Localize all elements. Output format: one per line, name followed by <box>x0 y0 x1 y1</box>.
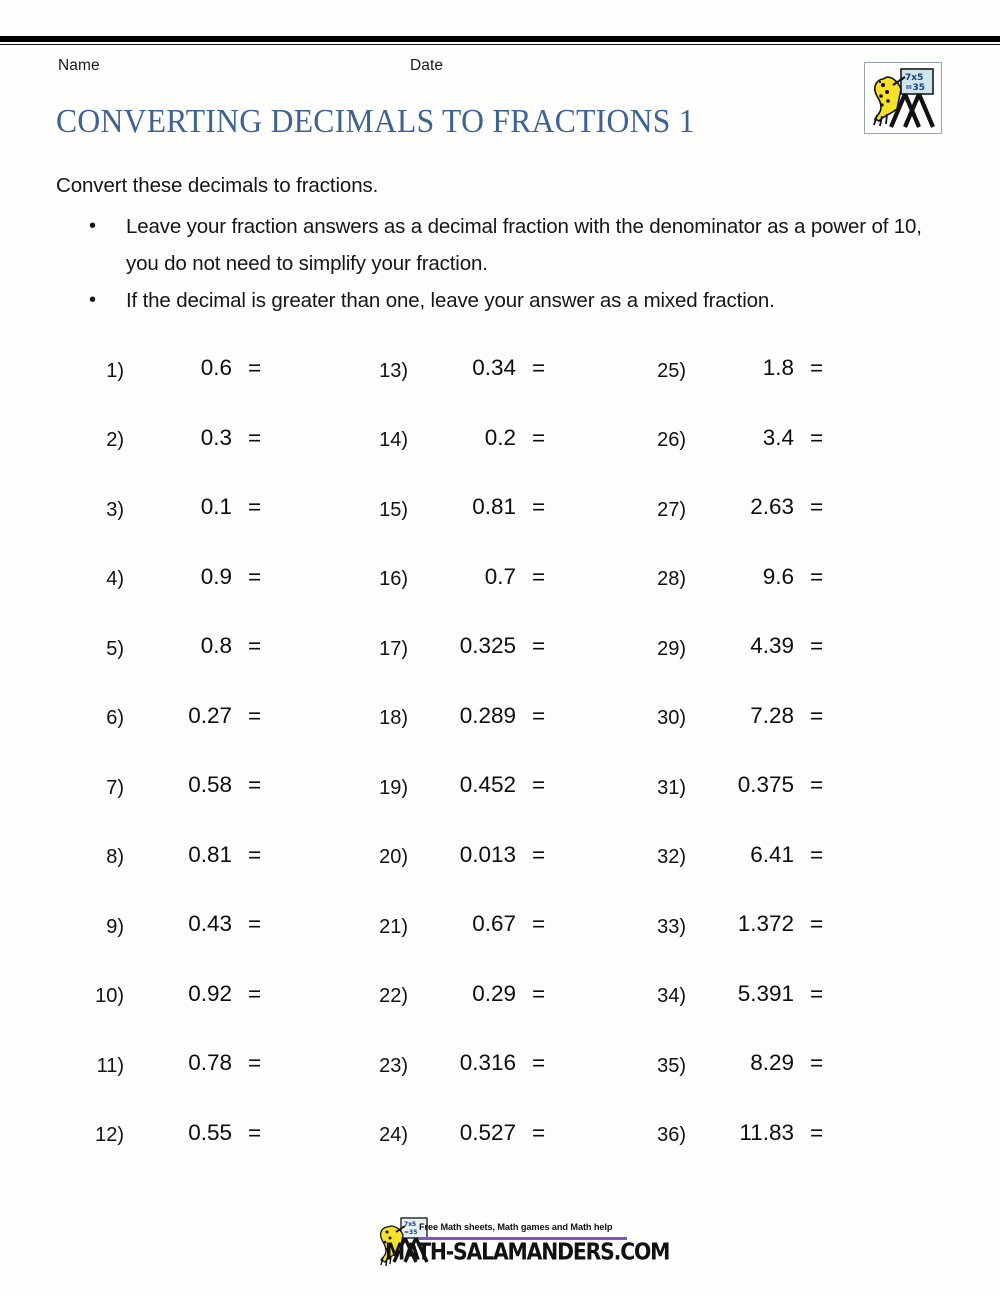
svg-text:7x5: 7x5 <box>905 73 924 83</box>
problem-value: 8.29 <box>750 1050 794 1075</box>
problem-number: 8) <box>106 846 124 868</box>
equals-sign: = <box>532 702 546 728</box>
problem-item <box>66 835 310 875</box>
equals-sign: = <box>248 424 262 450</box>
name-label: Name <box>58 57 100 74</box>
problem-item <box>66 626 310 666</box>
math-salamanders-logo-icon <box>864 62 942 134</box>
bullet-icon: • <box>89 289 96 311</box>
problem-number: 18) <box>379 707 408 729</box>
problem-value: 0.8 <box>200 633 232 658</box>
problem-value: 1.8 <box>762 355 794 380</box>
instructions <box>56 172 956 319</box>
problem-value: 0.81 <box>188 841 232 867</box>
problem-value: 0.58 <box>188 772 232 797</box>
footer-tagline: Free Math sheets, Math games and Math help <box>419 1222 613 1232</box>
instruction-item <box>56 282 956 319</box>
problem-number: 30) <box>657 707 686 729</box>
problem-number: 32) <box>657 846 686 868</box>
problem-item <box>628 348 872 388</box>
problem-item <box>628 974 872 1014</box>
problem-item <box>628 696 872 736</box>
problem-item <box>350 696 594 736</box>
problem-value: 6.41 <box>750 841 794 867</box>
header-divider-thick <box>0 36 1000 42</box>
problem-item <box>66 696 310 736</box>
equals-sign: = <box>532 355 546 380</box>
problem-number: 21) <box>379 915 408 938</box>
equals-sign: = <box>248 1119 262 1145</box>
problem-row <box>0 348 1000 418</box>
problem-item <box>66 557 310 597</box>
problem-number: 2) <box>106 429 124 451</box>
equals-sign: = <box>532 424 546 450</box>
problem-value: 1.372 <box>737 911 794 936</box>
problem-value: 0.92 <box>188 980 232 1006</box>
problem-item <box>66 1043 310 1083</box>
problem-number: 1) <box>106 359 124 382</box>
page-title: CONVERTING DECIMALS TO FRACTIONS 1 <box>56 103 695 140</box>
problem-item <box>628 1043 872 1083</box>
problem-item <box>66 765 310 805</box>
problem-row <box>0 487 1000 557</box>
equals-sign: = <box>248 841 262 867</box>
problem-value: 0.527 <box>459 1119 516 1145</box>
problem-number: 16) <box>379 568 408 590</box>
problem-value: 0.316 <box>459 1050 516 1075</box>
problem-item <box>66 904 310 944</box>
problem-row <box>0 626 1000 696</box>
problem-value: 5.391 <box>737 980 794 1006</box>
problem-value: 0.55 <box>188 1119 232 1145</box>
problem-value: 0.43 <box>188 911 232 936</box>
equals-sign: = <box>532 633 546 658</box>
problem-value: 0.325 <box>459 633 516 658</box>
problem-number: 23) <box>379 1054 408 1077</box>
equals-sign: = <box>532 841 546 867</box>
problem-row <box>0 765 1000 835</box>
problem-value: 0.34 <box>472 355 516 380</box>
problem-number: 36) <box>657 1124 686 1146</box>
equals-sign: = <box>810 1119 824 1145</box>
problem-grid <box>0 348 1000 1182</box>
equals-sign: = <box>810 1050 824 1075</box>
problem-item <box>350 1043 594 1083</box>
problem-value: 0.3 <box>200 424 232 450</box>
problem-number: 35) <box>657 1054 686 1077</box>
problem-row <box>0 418 1000 488</box>
equals-sign: = <box>248 563 262 589</box>
problem-item <box>350 487 594 527</box>
header-divider-thin <box>0 44 1000 45</box>
problem-row <box>0 835 1000 905</box>
equals-sign: = <box>532 1119 546 1145</box>
equals-sign: = <box>248 980 262 1006</box>
problem-value: 0.2 <box>484 424 516 450</box>
problem-number: 24) <box>379 1124 408 1146</box>
problem-item <box>628 1113 872 1153</box>
equals-sign: = <box>248 772 262 797</box>
equals-sign: = <box>810 980 824 1006</box>
problem-value: 0.375 <box>737 772 794 797</box>
problem-number: 10) <box>95 985 124 1007</box>
problem-number: 22) <box>379 985 408 1007</box>
problem-number: 33) <box>657 915 686 938</box>
problem-item <box>350 974 594 1014</box>
equals-sign: = <box>248 494 262 519</box>
problem-number: 9) <box>106 915 124 938</box>
problem-value: 0.81 <box>472 494 516 519</box>
problem-item <box>350 765 594 805</box>
problem-item <box>66 487 310 527</box>
problem-number: 4) <box>106 568 124 590</box>
problem-value: 0.1 <box>200 494 232 519</box>
problem-number: 3) <box>106 498 124 521</box>
problem-item <box>628 557 872 597</box>
problem-number: 13) <box>379 359 408 382</box>
footer <box>375 1216 670 1274</box>
problem-number: 28) <box>657 568 686 590</box>
problem-item <box>628 418 872 458</box>
bullet-icon: • <box>89 215 96 237</box>
problem-value: 9.6 <box>762 563 794 589</box>
problem-value: 0.67 <box>472 911 516 936</box>
problem-value: 0.6 <box>200 355 232 380</box>
instruction-item <box>56 208 956 282</box>
problem-item <box>628 487 872 527</box>
equals-sign: = <box>810 911 824 936</box>
problem-number: 15) <box>379 498 408 521</box>
problem-item <box>66 348 310 388</box>
problem-number: 14) <box>379 429 408 451</box>
date-label: Date <box>410 57 444 74</box>
equals-sign: = <box>810 633 824 658</box>
svg-text:7x5: 7x5 <box>404 1221 417 1228</box>
problem-row <box>0 1113 1000 1183</box>
problem-number: 20) <box>379 846 408 868</box>
instructions-lead: Convert these decimals to fractions. <box>56 174 379 197</box>
problem-row <box>0 904 1000 974</box>
problem-value: 2.63 <box>750 494 794 519</box>
problem-item <box>350 626 594 666</box>
problem-value: 0.29 <box>472 980 516 1006</box>
problem-item <box>628 835 872 875</box>
problem-row <box>0 557 1000 627</box>
equals-sign: = <box>532 911 546 936</box>
svg-text:=35: =35 <box>404 1229 418 1236</box>
equals-sign: = <box>532 494 546 519</box>
problem-item <box>66 418 310 458</box>
problem-item <box>350 418 594 458</box>
equals-sign: = <box>532 1050 546 1075</box>
header <box>0 57 1000 83</box>
problem-number: 29) <box>657 637 686 660</box>
problem-value: 0.78 <box>188 1050 232 1075</box>
problem-value: 0.289 <box>459 702 516 728</box>
problem-number: 31) <box>657 776 686 799</box>
svg-text:=35: =35 <box>905 83 926 93</box>
equals-sign: = <box>810 563 824 589</box>
problem-item <box>350 904 594 944</box>
problem-item <box>350 1113 594 1153</box>
problem-number: 17) <box>379 637 408 660</box>
problem-item <box>628 765 872 805</box>
problem-number: 7) <box>106 776 124 799</box>
problem-number: 34) <box>657 985 686 1007</box>
equals-sign: = <box>532 980 546 1006</box>
problem-item <box>628 904 872 944</box>
problem-item <box>350 557 594 597</box>
problem-value: 0.27 <box>188 702 232 728</box>
equals-sign: = <box>810 841 824 867</box>
problem-row <box>0 974 1000 1044</box>
instructions-list <box>56 208 956 319</box>
footer-brand: MATH-SALAMANDERS.COM <box>385 1238 670 1265</box>
equals-sign: = <box>248 702 262 728</box>
equals-sign: = <box>248 911 262 936</box>
equals-sign: = <box>248 1050 262 1075</box>
problem-row <box>0 696 1000 766</box>
problem-item <box>350 348 594 388</box>
problem-item <box>628 626 872 666</box>
problem-value: 0.7 <box>484 563 516 589</box>
problem-value: 0.013 <box>459 841 516 867</box>
problem-number: 26) <box>657 429 686 451</box>
problem-number: 11) <box>96 1054 124 1077</box>
problem-number: 6) <box>106 707 124 729</box>
equals-sign: = <box>532 772 546 797</box>
equals-sign: = <box>810 772 824 797</box>
problem-item <box>66 974 310 1014</box>
equals-sign: = <box>810 494 824 519</box>
equals-sign: = <box>810 355 824 380</box>
problem-row <box>0 1043 1000 1113</box>
problem-value: 7.28 <box>750 702 794 728</box>
problem-value: 4.39 <box>750 633 794 658</box>
equals-sign: = <box>248 355 262 380</box>
problem-value: 0.452 <box>459 772 516 797</box>
equals-sign: = <box>532 563 546 589</box>
equals-sign: = <box>810 702 824 728</box>
problem-number: 25) <box>657 359 686 382</box>
problem-value: 0.9 <box>200 563 232 589</box>
problem-value: 3.4 <box>762 424 794 450</box>
problem-value: 11.83 <box>739 1119 794 1145</box>
problem-item <box>66 1113 310 1153</box>
problem-number: 27) <box>657 498 686 521</box>
equals-sign: = <box>248 633 262 658</box>
equals-sign: = <box>810 424 824 450</box>
problem-number: 12) <box>95 1124 124 1146</box>
instruction-item-text: If the decimal is greater than one, leave your answer as a mixed fraction. <box>126 289 775 312</box>
instruction-item-text: Leave your fraction answers as a decimal fraction with the denominator as a power of 10, you do not need to simplify your fraction. <box>126 215 922 275</box>
problem-number: 5) <box>106 637 124 660</box>
problem-number: 19) <box>379 776 408 799</box>
problem-item <box>350 835 594 875</box>
